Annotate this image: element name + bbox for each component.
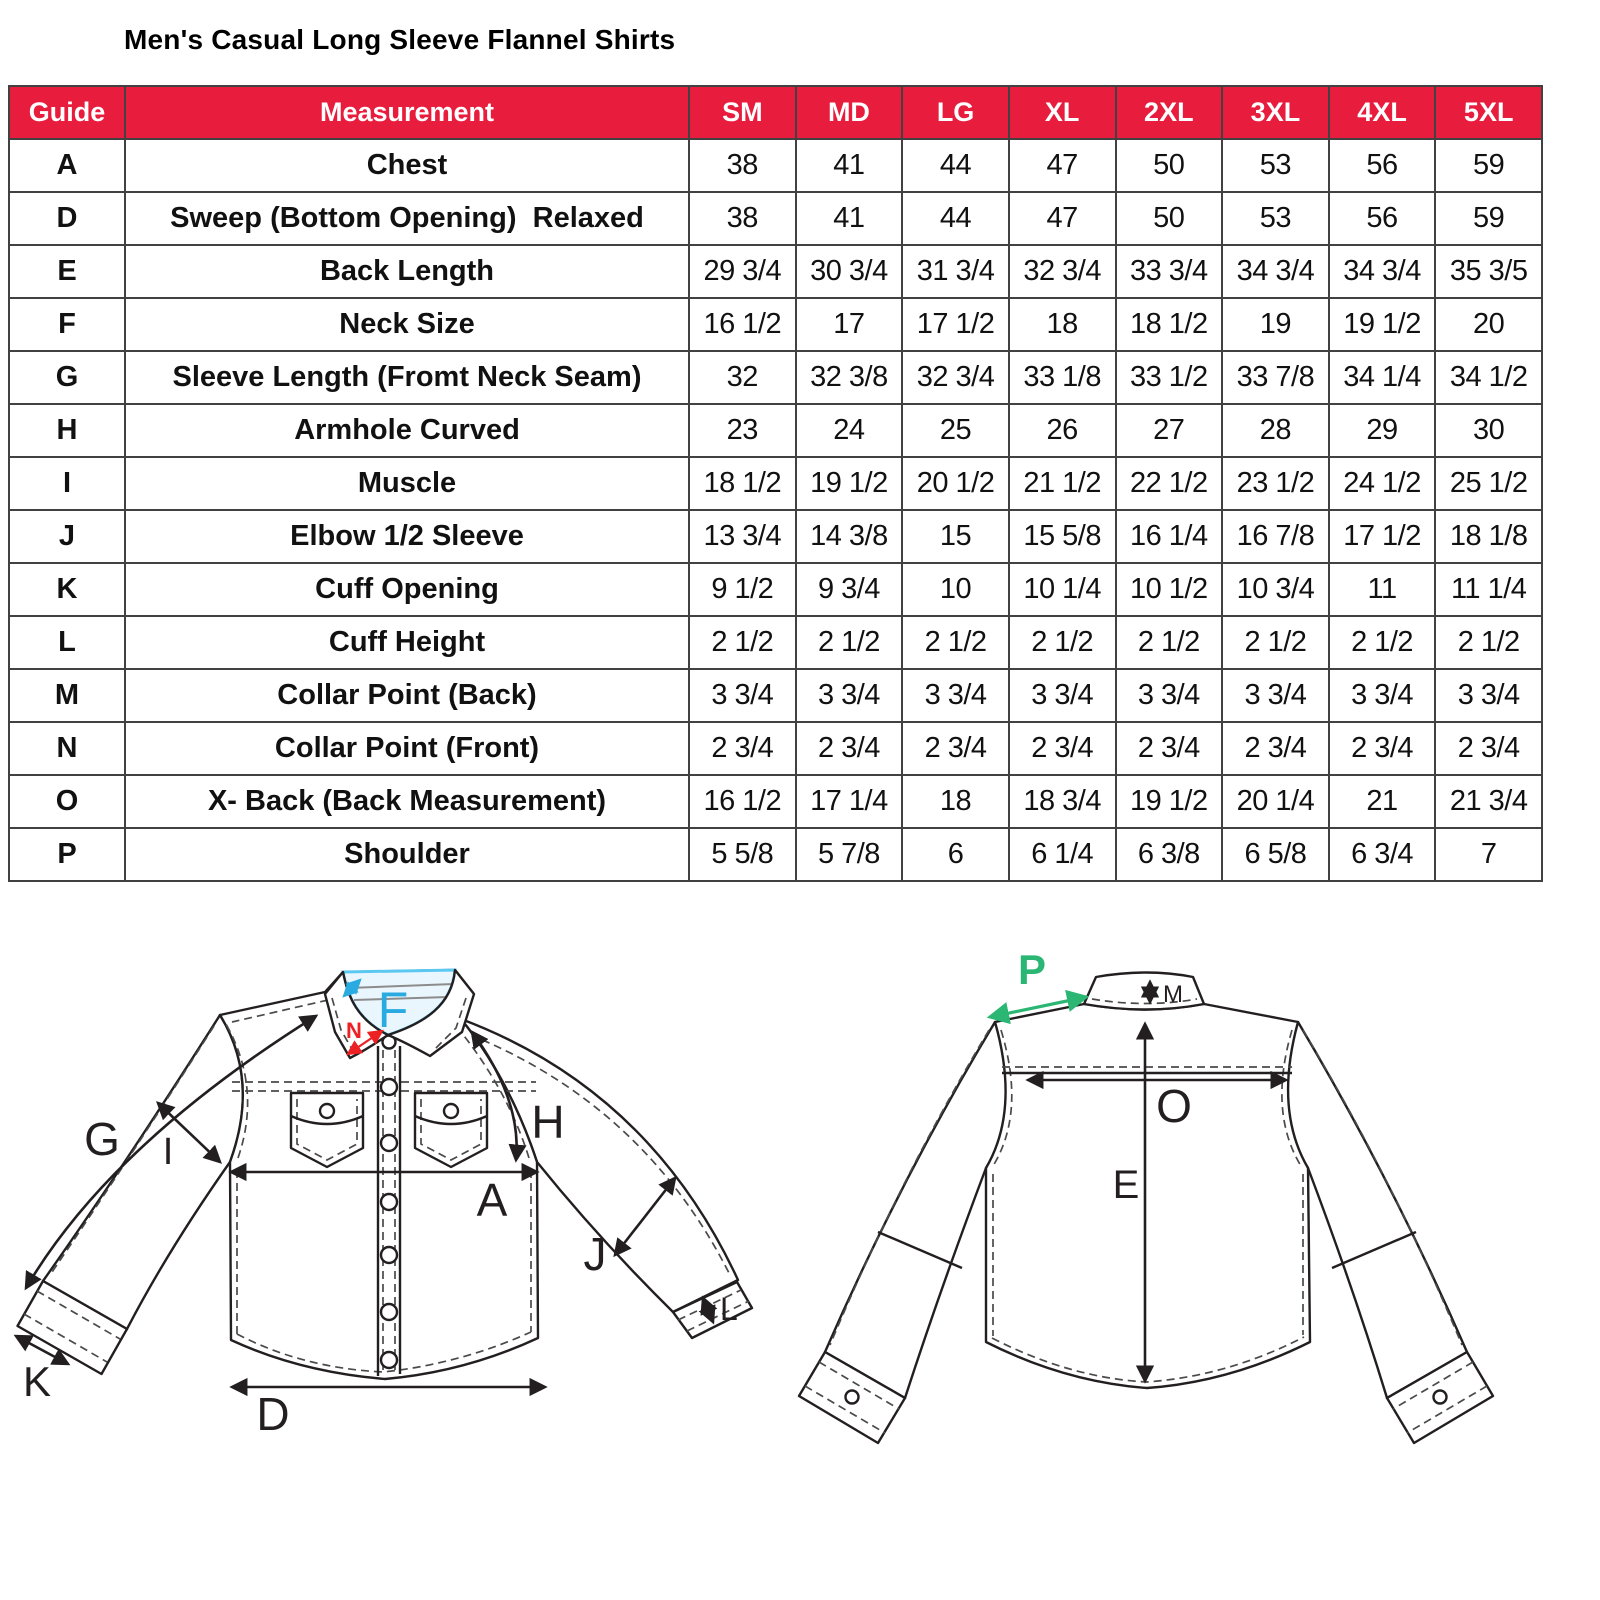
size-value: 3 3/4 bbox=[1435, 669, 1542, 722]
table-row-d bbox=[9, 192, 1542, 245]
guide-letter: H bbox=[9, 404, 125, 457]
size-value: 18 3/4 bbox=[1009, 775, 1116, 828]
size-value: 16 7/8 bbox=[1222, 510, 1329, 563]
size-value: 3 3/4 bbox=[1009, 669, 1116, 722]
size-value: 10 3/4 bbox=[1222, 563, 1329, 616]
size-value: 13 3/4 bbox=[689, 510, 796, 563]
size-value: 38 bbox=[689, 139, 796, 192]
measurement-name: Muscle bbox=[125, 457, 689, 510]
label-A: A bbox=[476, 1174, 508, 1226]
size-value: 2 1/2 bbox=[902, 616, 1009, 669]
size-value: 32 3/4 bbox=[902, 351, 1009, 404]
size-value: 6 5/8 bbox=[1222, 828, 1329, 881]
back-right-sleeve bbox=[1285, 1022, 1493, 1443]
size-value: 3 3/4 bbox=[796, 669, 903, 722]
column-header-lg: LG bbox=[902, 86, 1009, 139]
size-value: 24 1/2 bbox=[1329, 457, 1436, 510]
column-header-xl: XL bbox=[1009, 86, 1116, 139]
size-table-body bbox=[9, 139, 1542, 881]
size-value: 22 1/2 bbox=[1116, 457, 1223, 510]
size-value: 59 bbox=[1435, 139, 1542, 192]
size-value: 19 1/2 bbox=[1116, 775, 1223, 828]
button bbox=[381, 1247, 397, 1263]
size-value: 23 1/2 bbox=[1222, 457, 1329, 510]
size-value: 2 1/2 bbox=[1009, 616, 1116, 669]
size-value: 17 1/2 bbox=[902, 298, 1009, 351]
size-value: 3 3/4 bbox=[1222, 669, 1329, 722]
size-value: 9 1/2 bbox=[689, 563, 796, 616]
label-N: N bbox=[346, 1018, 362, 1043]
button bbox=[381, 1135, 397, 1151]
guide-letter: O bbox=[9, 775, 125, 828]
measurement-name: Shoulder bbox=[125, 828, 689, 881]
size-value: 18 bbox=[902, 775, 1009, 828]
measurement-name: Elbow 1/2 Sleeve bbox=[125, 510, 689, 563]
table-row-k bbox=[9, 563, 1542, 616]
guide-letter: M bbox=[9, 669, 125, 722]
label-O: O bbox=[1156, 1080, 1192, 1132]
size-value: 44 bbox=[902, 139, 1009, 192]
size-value: 50 bbox=[1116, 192, 1223, 245]
measurement-name: Sweep (Bottom Opening) Relaxed bbox=[125, 192, 689, 245]
size-value: 21 bbox=[1329, 775, 1436, 828]
size-value: 3 3/4 bbox=[902, 669, 1009, 722]
size-value: 33 7/8 bbox=[1222, 351, 1329, 404]
table-row-h bbox=[9, 404, 1542, 457]
table-row-g bbox=[9, 351, 1542, 404]
size-value: 2 3/4 bbox=[1329, 722, 1436, 775]
size-value: 35 3/5 bbox=[1435, 245, 1542, 298]
size-value: 17 1/4 bbox=[796, 775, 903, 828]
measurement-name: Sleeve Length (Fromt Neck Seam) bbox=[125, 351, 689, 404]
guide-letter: G bbox=[9, 351, 125, 404]
guide-letter: I bbox=[9, 457, 125, 510]
label-J: J bbox=[583, 1228, 607, 1280]
size-value: 20 bbox=[1435, 298, 1542, 351]
size-value: 47 bbox=[1009, 192, 1116, 245]
size-value: 32 bbox=[689, 351, 796, 404]
size-value: 11 bbox=[1329, 563, 1436, 616]
size-value: 2 3/4 bbox=[1435, 722, 1542, 775]
size-value: 3 3/4 bbox=[1116, 669, 1223, 722]
size-value: 18 1/8 bbox=[1435, 510, 1542, 563]
size-value: 6 bbox=[902, 828, 1009, 881]
size-value: 6 1/4 bbox=[1009, 828, 1116, 881]
size-value: 2 1/2 bbox=[1222, 616, 1329, 669]
size-value: 2 1/2 bbox=[1116, 616, 1223, 669]
size-value: 16 1/2 bbox=[689, 298, 796, 351]
button bbox=[381, 1352, 397, 1368]
pocket-button bbox=[444, 1104, 458, 1118]
size-value: 15 5/8 bbox=[1009, 510, 1116, 563]
label-D: D bbox=[256, 1388, 290, 1440]
button bbox=[381, 1304, 397, 1320]
size-value: 26 bbox=[1009, 404, 1116, 457]
column-header-sm: SM bbox=[689, 86, 796, 139]
table-row-e bbox=[9, 245, 1542, 298]
size-value: 10 1/4 bbox=[1009, 563, 1116, 616]
size-value: 30 3/4 bbox=[796, 245, 903, 298]
cuff-button bbox=[846, 1391, 859, 1404]
size-value: 34 1/4 bbox=[1329, 351, 1436, 404]
table-row-n bbox=[9, 722, 1542, 775]
size-value: 5 7/8 bbox=[796, 828, 903, 881]
front-shirt-diagram bbox=[10, 920, 770, 1580]
size-value: 30 bbox=[1435, 404, 1542, 457]
guide-letter: L bbox=[9, 616, 125, 669]
measurement-name: Collar Point (Front) bbox=[125, 722, 689, 775]
guide-letter: A bbox=[9, 139, 125, 192]
size-value: 21 3/4 bbox=[1435, 775, 1542, 828]
back-collar bbox=[1084, 973, 1204, 1010]
measurement-name: Chest bbox=[125, 139, 689, 192]
size-value: 2 3/4 bbox=[1009, 722, 1116, 775]
size-value: 9 3/4 bbox=[796, 563, 903, 616]
measurement-name: X- Back (Back Measurement) bbox=[125, 775, 689, 828]
column-header-md: MD bbox=[796, 86, 903, 139]
size-value: 24 bbox=[796, 404, 903, 457]
size-value: 38 bbox=[689, 192, 796, 245]
size-table-header-row bbox=[9, 86, 1542, 139]
size-chart-table bbox=[8, 85, 1543, 882]
size-value: 19 1/2 bbox=[796, 457, 903, 510]
size-value: 56 bbox=[1329, 192, 1436, 245]
size-value: 2 1/2 bbox=[689, 616, 796, 669]
size-value: 2 3/4 bbox=[902, 722, 1009, 775]
label-M: M bbox=[1163, 981, 1183, 1008]
size-value: 5 5/8 bbox=[689, 828, 796, 881]
button bbox=[381, 1194, 397, 1210]
label-E: E bbox=[1112, 1163, 1140, 1207]
page-title: Men's Casual Long Sleeve Flannel Shirts bbox=[124, 24, 676, 55]
column-header-3xl: 3XL bbox=[1222, 86, 1329, 139]
label-G: G bbox=[84, 1113, 120, 1165]
size-value: 41 bbox=[796, 192, 903, 245]
front-left-sleeve bbox=[18, 1015, 243, 1374]
guide-letter: N bbox=[9, 722, 125, 775]
size-value: 10 bbox=[902, 563, 1009, 616]
size-value: 2 1/2 bbox=[1329, 616, 1436, 669]
table-row-j bbox=[9, 510, 1542, 563]
column-header-2xl: 2XL bbox=[1116, 86, 1223, 139]
size-value: 19 1/2 bbox=[1329, 298, 1436, 351]
size-value: 19 bbox=[1222, 298, 1329, 351]
measurement-name: Armhole Curved bbox=[125, 404, 689, 457]
label-I: I bbox=[162, 1131, 174, 1173]
size-value: 29 3/4 bbox=[689, 245, 796, 298]
size-value: 20 1/4 bbox=[1222, 775, 1329, 828]
size-value: 33 3/4 bbox=[1116, 245, 1223, 298]
size-value: 10 1/2 bbox=[1116, 563, 1223, 616]
size-value: 34 3/4 bbox=[1222, 245, 1329, 298]
size-value: 53 bbox=[1222, 192, 1329, 245]
size-value: 34 1/2 bbox=[1435, 351, 1542, 404]
size-value: 20 1/2 bbox=[902, 457, 1009, 510]
pocket-button bbox=[320, 1104, 334, 1118]
table-row-i bbox=[9, 457, 1542, 510]
size-value: 33 1/8 bbox=[1009, 351, 1116, 404]
size-value: 11 1/4 bbox=[1435, 563, 1542, 616]
measurement-name: Back Length bbox=[125, 245, 689, 298]
table-row-f bbox=[9, 298, 1542, 351]
size-value: 2 3/4 bbox=[1116, 722, 1223, 775]
label-L: L bbox=[720, 1291, 738, 1327]
table-row-o bbox=[9, 775, 1542, 828]
size-value: 2 3/4 bbox=[1222, 722, 1329, 775]
size-value: 2 1/2 bbox=[796, 616, 903, 669]
size-value: 3 3/4 bbox=[689, 669, 796, 722]
size-value: 2 3/4 bbox=[796, 722, 903, 775]
size-value: 50 bbox=[1116, 139, 1223, 192]
size-value: 56 bbox=[1329, 139, 1436, 192]
size-value: 23 bbox=[689, 404, 796, 457]
size-value: 7 bbox=[1435, 828, 1542, 881]
size-value: 59 bbox=[1435, 192, 1542, 245]
size-value: 34 3/4 bbox=[1329, 245, 1436, 298]
size-value: 44 bbox=[902, 192, 1009, 245]
measurement-name: Cuff Opening bbox=[125, 563, 689, 616]
size-value: 17 bbox=[796, 298, 903, 351]
size-value: 27 bbox=[1116, 404, 1223, 457]
guide-letter: D bbox=[9, 192, 125, 245]
size-value: 18 1/2 bbox=[1116, 298, 1223, 351]
size-value: 6 3/4 bbox=[1329, 828, 1436, 881]
column-header-measurement: Measurement bbox=[125, 86, 689, 139]
label-F: F bbox=[377, 982, 409, 1038]
size-value: 29 bbox=[1329, 404, 1436, 457]
table-row-l bbox=[9, 616, 1542, 669]
guide-letter: J bbox=[9, 510, 125, 563]
size-value: 18 1/2 bbox=[689, 457, 796, 510]
size-value: 14 3/8 bbox=[796, 510, 903, 563]
back-shirt-diagram bbox=[780, 920, 1560, 1580]
column-header-guide: Guide bbox=[9, 86, 125, 139]
size-value: 47 bbox=[1009, 139, 1116, 192]
size-value: 6 3/8 bbox=[1116, 828, 1223, 881]
size-value: 32 3/8 bbox=[796, 351, 903, 404]
size-value: 41 bbox=[796, 139, 903, 192]
label-H: H bbox=[531, 1096, 565, 1148]
guide-letter: P bbox=[9, 828, 125, 881]
guide-letter: F bbox=[9, 298, 125, 351]
size-value: 15 bbox=[902, 510, 1009, 563]
size-value: 33 1/2 bbox=[1116, 351, 1223, 404]
measurement-name: Collar Point (Back) bbox=[125, 669, 689, 722]
table-row-p bbox=[9, 828, 1542, 881]
column-header-4xl: 4XL bbox=[1329, 86, 1436, 139]
cuff-button bbox=[1434, 1391, 1447, 1404]
size-value: 17 1/2 bbox=[1329, 510, 1436, 563]
label-P: P bbox=[1017, 946, 1047, 993]
size-value: 32 3/4 bbox=[1009, 245, 1116, 298]
size-value: 28 bbox=[1222, 404, 1329, 457]
label-K: K bbox=[22, 1358, 52, 1405]
back-body bbox=[986, 1004, 1310, 1388]
size-value: 25 1/2 bbox=[1435, 457, 1542, 510]
size-value: 2 1/2 bbox=[1435, 616, 1542, 669]
back-left-sleeve bbox=[799, 1022, 1008, 1443]
size-value: 2 3/4 bbox=[689, 722, 796, 775]
guide-letter: E bbox=[9, 245, 125, 298]
size-value: 31 3/4 bbox=[902, 245, 1009, 298]
button bbox=[381, 1079, 397, 1095]
size-value: 18 bbox=[1009, 298, 1116, 351]
table-row-m bbox=[9, 669, 1542, 722]
measurement-name: Neck Size bbox=[125, 298, 689, 351]
size-value: 21 1/2 bbox=[1009, 457, 1116, 510]
measurement-name: Cuff Height bbox=[125, 616, 689, 669]
guide-letter: K bbox=[9, 563, 125, 616]
size-value: 3 3/4 bbox=[1329, 669, 1436, 722]
table-row-a bbox=[9, 139, 1542, 192]
column-header-5xl: 5XL bbox=[1435, 86, 1542, 139]
size-value: 53 bbox=[1222, 139, 1329, 192]
size-value: 25 bbox=[902, 404, 1009, 457]
size-value: 16 1/2 bbox=[689, 775, 796, 828]
size-value: 16 1/4 bbox=[1116, 510, 1223, 563]
